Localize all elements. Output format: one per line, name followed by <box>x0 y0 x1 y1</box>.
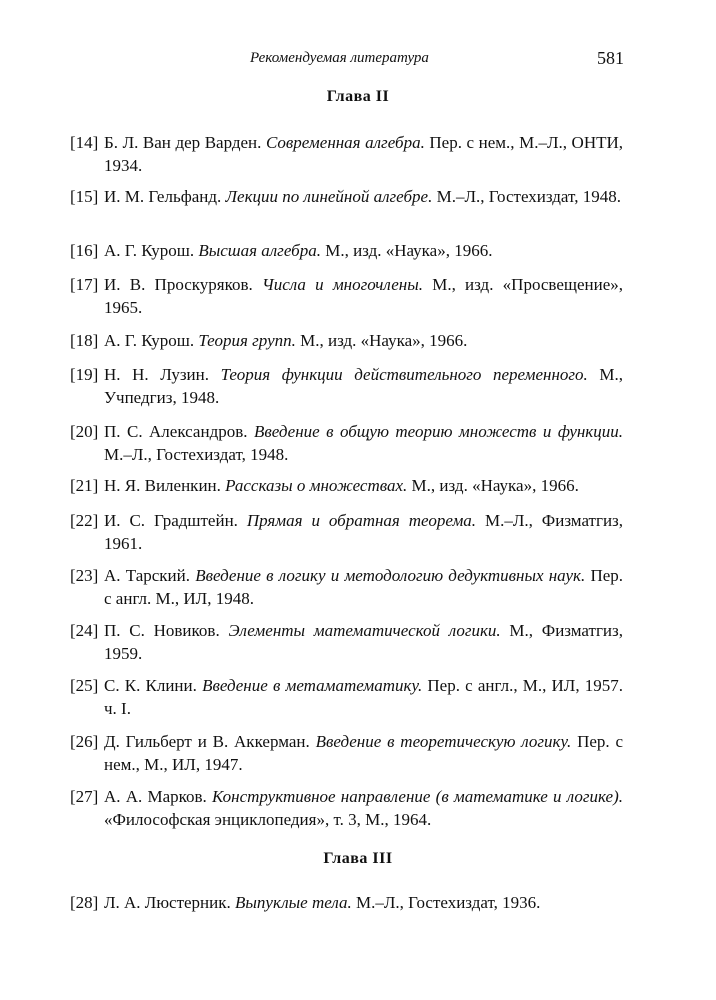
reference-author: Н. Я. Виленкин. <box>104 476 221 495</box>
reference-title: Элементы математической логики. <box>228 621 501 640</box>
reference-publication: Пер. с англ., М., ИЛ, 1957. ч. I. <box>104 676 623 718</box>
reference-author: А. Г. Курош. <box>104 331 195 350</box>
reference-publication: М., Учпедгиз, 1948. <box>104 365 624 407</box>
reference-publication: М.–Л., Гостехиздат, 1948. <box>436 187 621 206</box>
reference-title: Лекции по линейной алгебре. <box>225 187 433 206</box>
reference-title: Прямая и обратная теорема. <box>246 511 477 530</box>
reference-entry <box>70 785 623 831</box>
reference-author: А. Тарский. <box>104 566 191 585</box>
reference-title: Введение в теоретическую логику. <box>315 732 572 751</box>
reference-publication: Пер. с нем., М.–Л., ОНТИ, 1934. <box>104 133 624 175</box>
reference-publication: М., изд. «Наука», 1966. <box>325 241 493 260</box>
reference-author: А. Г. Курош. <box>104 241 195 260</box>
reference-number: [21] <box>70 476 99 495</box>
reference-author: И. М. Гельфанд. <box>104 187 222 206</box>
reference-number: [16] <box>70 241 99 260</box>
reference-number: [20] <box>70 422 99 441</box>
reference-entry <box>70 131 623 177</box>
reference-number: [19] <box>70 365 99 384</box>
running-head <box>0 50 716 74</box>
reference-author: Д. Гильберт и В. Аккерман. <box>104 732 310 751</box>
reference-number: [15] <box>70 187 99 206</box>
reference-author: И. С. Градштейн. <box>104 511 238 530</box>
chapter-heading-2: Глава II <box>326 88 390 105</box>
reference-entry <box>70 891 623 914</box>
reference-publication: М.–Л., Физматгиз, 1961. <box>104 511 624 553</box>
reference-author: И. В. Проскуряков. <box>104 275 253 294</box>
reference-publication: М., изд. «Наука», 1966. <box>411 476 579 495</box>
reference-title: Современная алгебра. <box>265 133 425 152</box>
reference-number: [23] <box>70 566 99 585</box>
reference-title: Высшая алгебра. <box>198 241 321 260</box>
reference-author: А. А. Марков. <box>104 787 207 806</box>
reference-title: Выпуклые тела. <box>235 893 352 912</box>
reference-number: [27] <box>70 787 99 806</box>
reference-entry <box>70 564 623 610</box>
reference-entry <box>70 363 623 409</box>
reference-entry <box>70 239 623 262</box>
reference-entry <box>70 185 623 208</box>
page-number: 581 <box>597 48 624 68</box>
reference-number: [25] <box>70 676 99 695</box>
reference-number: [14] <box>70 133 99 152</box>
reference-author: П. С. Новиков. <box>104 621 220 640</box>
reference-publication: М., изд. «Просвещение», 1965. <box>104 275 624 317</box>
reference-author: С. К. Клини. <box>104 676 197 695</box>
reference-author: Б. Л. Ван дер Варден. <box>104 133 262 152</box>
reference-publication: Пер. с англ. М., ИЛ, 1948. <box>104 566 624 608</box>
reference-number: [28] <box>70 893 99 912</box>
reference-entry <box>70 509 623 555</box>
reference-entry <box>70 420 623 466</box>
reference-entry <box>70 619 623 665</box>
reference-publication: М.–Л., Гостехиздат, 1948. <box>104 445 289 464</box>
reference-title: Введение в логику и методологию дедуктивных наук. <box>195 566 586 585</box>
reference-publication: М., Физматгиз, 1959. <box>104 621 623 663</box>
reference-entry <box>70 730 623 776</box>
reference-number: [17] <box>70 275 99 294</box>
reference-number: [24] <box>70 621 99 640</box>
reference-author: Л. А. Люстерник. <box>104 893 231 912</box>
reference-number: [26] <box>70 732 99 751</box>
reference-author: Н. Н. Лузин. <box>104 365 209 384</box>
reference-number: [18] <box>70 331 99 350</box>
reference-entry <box>70 329 623 352</box>
reference-title: Числа и многочлены. <box>262 275 423 294</box>
running-title: Рекомендуемая литература <box>250 50 429 66</box>
reference-title: Теория функции действительного переменного. <box>220 365 588 384</box>
reference-publication: М., изд. «Наука», 1966. <box>300 331 468 350</box>
reference-title: Теория групп. <box>198 331 296 350</box>
reference-title: Конструктивное направление (в математике и логике). <box>212 787 623 806</box>
reference-title: Введение в общую теорию множеств и функции. <box>253 422 624 441</box>
reference-publication: «Философская энциклопедия», т. 3, М., 1964. <box>104 810 432 829</box>
chapter-heading-3: Глава III <box>323 850 393 867</box>
reference-publication: Пер. с нем., М., ИЛ, 1947. <box>104 732 624 774</box>
reference-entry <box>70 474 623 497</box>
reference-title: Рассказы о множествах. <box>225 476 408 495</box>
reference-title: Введение в метаматематику. <box>202 676 423 695</box>
reference-number: [22] <box>70 511 99 530</box>
reference-entry <box>70 273 623 319</box>
reference-entry <box>70 674 623 720</box>
reference-publication: М.–Л., Гостехиздат, 1936. <box>356 893 541 912</box>
reference-author: П. С. Александров. <box>104 422 248 441</box>
